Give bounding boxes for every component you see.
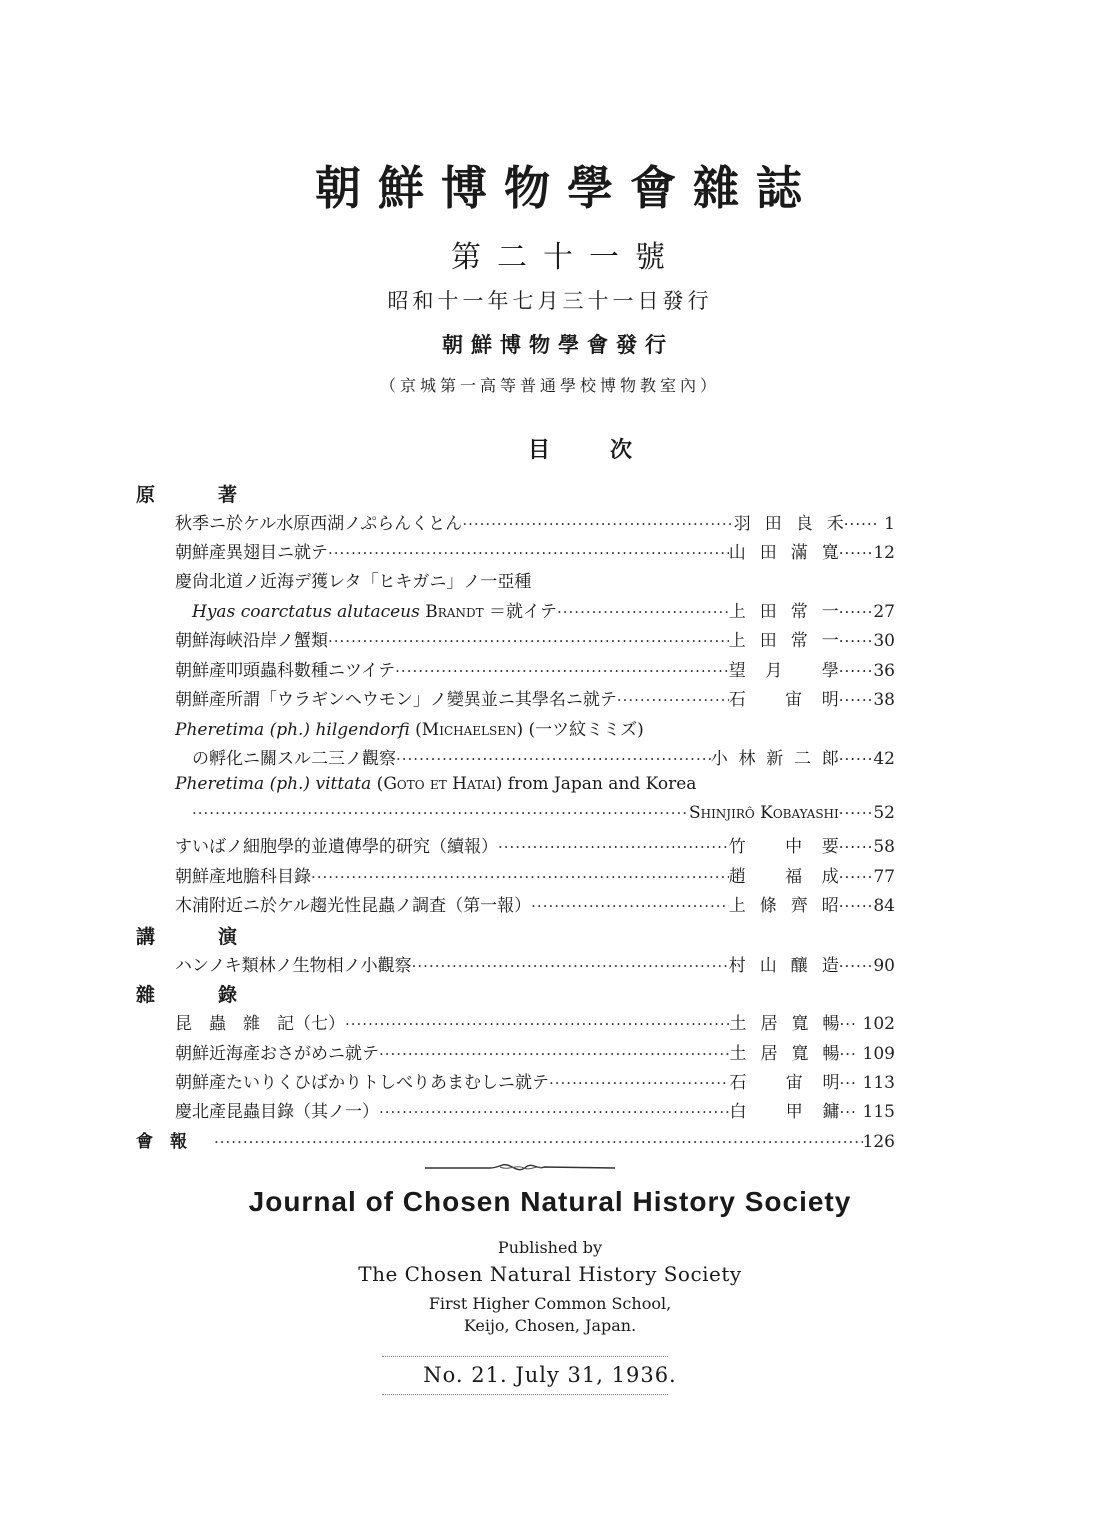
toc-entry[interactable]	[192, 597, 895, 623]
toc-title	[192, 597, 557, 622]
page-number: 58	[873, 837, 895, 857]
toc-title: 木浦附近ニ於ケル趨光性昆蟲ノ調査（第一報）	[175, 896, 532, 916]
toc-entry[interactable]	[192, 744, 895, 770]
toc-entry[interactable]	[175, 891, 895, 917]
toc-entry[interactable]	[175, 1097, 895, 1123]
author-char: 鏞	[822, 1102, 840, 1122]
toc-page	[863, 1132, 895, 1152]
leader-dots	[192, 804, 689, 822]
author-char: 望	[728, 661, 746, 681]
section-char: 原	[136, 484, 156, 506]
page-number: 42	[873, 749, 895, 769]
toc-page: ······58	[838, 837, 895, 857]
author-char: 明	[821, 690, 839, 710]
toc-page: ··· 109	[839, 1044, 895, 1064]
toc-title: 朝鮮產異翅目ニ就テ	[175, 543, 328, 563]
toc-entry[interactable]	[175, 832, 895, 858]
page-number: 52	[873, 803, 895, 823]
toc-entry-report[interactable]	[136, 1127, 895, 1153]
toc-author	[729, 832, 839, 857]
leader-dots	[498, 838, 729, 856]
toc-title: 慶尙北道ノ近海デ獲レタ「ヒキガニ」ノ一亞種	[175, 572, 532, 592]
page-number: 109	[862, 1044, 895, 1064]
author-char: 滿	[790, 543, 808, 563]
author-char: 昭	[821, 896, 839, 916]
title-rest: from Japan and Korea	[502, 774, 697, 794]
toc-title	[175, 774, 696, 794]
toc-title: ハンノキ類林ノ生物相ノ小觀察	[175, 956, 412, 976]
dotted-rule	[382, 1356, 668, 1357]
toc-page: ······12	[838, 543, 895, 563]
section-char: 演	[218, 926, 238, 948]
author-char: 上	[728, 602, 746, 622]
author-char: 上	[728, 896, 746, 916]
page-number: 126	[862, 1132, 895, 1152]
authority-name: (Michaelsen)	[409, 720, 524, 740]
author-char: 寬	[821, 543, 839, 563]
leader-dots	[328, 544, 729, 562]
leader-dots	[395, 662, 729, 680]
toc-author	[729, 1068, 839, 1093]
ornament-divider	[420, 1158, 620, 1178]
author-char: 宙	[785, 1073, 803, 1093]
toc-page: ······ 1	[843, 514, 895, 534]
page-number: 102	[862, 1014, 895, 1034]
authority-name: (Goto et Hatai)	[371, 774, 503, 794]
author-char: 明	[822, 1073, 840, 1093]
city-name: Keijo, Chosen, Japan.	[463, 1316, 637, 1335]
dotted-rule	[382, 1394, 668, 1395]
toc-title: 朝鮮產地膽科目錄	[175, 867, 311, 887]
author-char: 暢	[822, 1014, 840, 1034]
toc-author	[711, 744, 839, 769]
publisher: 朝鮮博物學會發行	[442, 332, 674, 357]
author-char: 趙	[728, 867, 746, 887]
toc-entry[interactable]	[175, 1068, 895, 1094]
section-original	[136, 480, 237, 507]
author-char: 田	[759, 543, 777, 563]
published-by: Published by	[497, 1238, 603, 1257]
leader-dots	[462, 515, 733, 533]
author-char: 田	[759, 631, 777, 651]
report-label: 會 報	[136, 1132, 187, 1152]
toc-page: ······52	[838, 803, 895, 823]
author-char: 村	[728, 956, 746, 976]
author-char: 郞	[821, 749, 839, 769]
author-char: 白	[729, 1102, 747, 1122]
title-rest: (一ツ紋ミミズ)	[523, 720, 644, 740]
author-char: 石	[728, 690, 746, 710]
author-char: 常	[790, 631, 808, 651]
toc-entry[interactable]	[192, 803, 895, 829]
toc-author	[729, 1039, 839, 1064]
author-char: 福	[785, 867, 803, 887]
author-char: 居	[760, 1044, 778, 1064]
author-char: 條	[759, 896, 777, 916]
toc-page: ······77	[838, 867, 895, 887]
toc-entry[interactable]	[175, 509, 895, 535]
author-char: 齊	[790, 896, 808, 916]
journal-title: 朝鮮博物學會雜誌	[315, 161, 819, 215]
toc-title: 朝鮮產所謂「ウラギンヘウモン」ノ變異並ニ其學名ニ就テ	[175, 690, 617, 710]
toc-title: 慶北產昆蟲目錄（其ノ一）	[175, 1102, 379, 1122]
toc-entry[interactable]	[175, 862, 895, 888]
page-number: 90	[873, 956, 895, 976]
author-char: 上	[728, 631, 746, 651]
toc-author	[729, 656, 839, 681]
leader-dots	[379, 1103, 729, 1121]
section-misc	[136, 980, 237, 1007]
page-number: 36	[873, 661, 895, 681]
page-number: 12	[873, 543, 895, 563]
author-char: 山	[728, 543, 746, 563]
toc-entry[interactable]	[175, 1039, 895, 1065]
author-char: 土	[729, 1014, 747, 1034]
author-latin: Shinjirô Kobayashi	[688, 803, 839, 823]
page-number: 115	[862, 1102, 895, 1122]
toc-page: ··· 113	[839, 1073, 895, 1093]
page-number: 1	[884, 514, 895, 534]
leader-dots	[328, 632, 729, 650]
author-char: 寬	[791, 1014, 809, 1034]
page-number: 84	[873, 896, 895, 916]
english-title: Journal of Chosen Natural History Society	[248, 1186, 852, 1217]
toc-author	[729, 626, 839, 651]
toc-title: 昆 蟲 雜 記（七）	[175, 1014, 345, 1034]
section-char: 雜	[136, 984, 156, 1006]
publication-date: 昭和十一年七月三十一日發行	[387, 289, 713, 313]
author-char: 小	[710, 749, 728, 769]
section-char: 錄	[218, 984, 238, 1006]
leader-dots	[214, 1133, 863, 1151]
page-number: 77	[873, 867, 895, 887]
toc-author	[689, 803, 839, 823]
author-char: 良	[795, 514, 813, 534]
leader-dots	[617, 691, 729, 709]
toc-author	[729, 1009, 839, 1034]
page-number: 27	[873, 602, 895, 622]
issue-number: 第二十一號	[451, 240, 681, 275]
author-char: 一	[821, 602, 839, 622]
section-char: 著	[218, 484, 238, 506]
author-char: 寬	[791, 1044, 809, 1064]
authority-name: Brandt	[425, 602, 484, 622]
leader-dots	[311, 868, 729, 886]
toc-entry[interactable]	[175, 685, 895, 711]
toc-page: ······90	[838, 956, 895, 976]
toc-author	[729, 685, 839, 710]
toc-title: 朝鮮產たいりくひばかりトしべりあまむしニ就テ	[175, 1073, 549, 1093]
toc-title: 朝鮮近海產おさがめニ就テ	[175, 1044, 379, 1064]
species-name: Pheretima (ph.) vittata	[175, 774, 372, 794]
toc-page: ······84	[838, 896, 895, 916]
author-char: 二	[794, 749, 811, 769]
author-char: 月	[765, 661, 783, 681]
school-name: First Higher Common School,	[428, 1294, 672, 1313]
author-char: 居	[760, 1014, 778, 1034]
leader-dots	[396, 750, 711, 768]
contents-heading: 目次	[527, 437, 692, 463]
toc-author	[729, 1097, 839, 1122]
toc-entry[interactable]	[175, 774, 895, 800]
toc-entry[interactable]	[175, 656, 895, 682]
toc-author	[729, 862, 839, 887]
author-char: 石	[729, 1073, 747, 1093]
toc-entry[interactable]	[175, 1009, 895, 1035]
author-char: 成	[821, 867, 839, 887]
section-lecture	[136, 922, 237, 949]
author-char: 宙	[785, 690, 803, 710]
species-name: Hyas coarctatus alutaceus	[192, 602, 420, 622]
toc-page: ······36	[838, 661, 895, 681]
author-char: 竹	[728, 837, 746, 857]
author-char: 一	[821, 631, 839, 651]
author-char: 造	[821, 956, 839, 976]
leader-dots	[379, 1045, 729, 1063]
toc-page: ······30	[838, 631, 895, 651]
toc-page: ······42	[838, 749, 895, 769]
toc-author	[729, 891, 839, 916]
toc-title: 朝鮮產叩頭蟲科數種ニツイテ	[175, 661, 396, 681]
toc-title: 秋季ニ於ケル水原西湖ノぷらんくとん	[175, 514, 463, 534]
society-name: The Chosen Natural History Society	[358, 1262, 742, 1286]
leader-dots	[345, 1015, 729, 1033]
publisher-address: （京城第一高等普通學校博物教室內）	[379, 376, 720, 395]
author-char: 釀	[790, 956, 808, 976]
toc-page: ······27	[838, 602, 895, 622]
issue-english: No. 21. July 31, 1936.	[423, 1363, 677, 1387]
author-char: 羽	[733, 514, 751, 534]
toc-entry[interactable]	[175, 567, 895, 593]
toc-title: 朝鮮海峽沿岸ノ蟹類	[175, 631, 328, 651]
author-char: 山	[759, 956, 777, 976]
page-number: 30	[873, 631, 895, 651]
toc-title: の孵化ニ關スル二三ノ觀察	[192, 749, 396, 769]
toc-title	[175, 715, 644, 740]
toc-entry[interactable]	[175, 626, 895, 652]
author-char: 暢	[822, 1044, 840, 1064]
toc-page: ··· 102	[839, 1014, 895, 1034]
species-name: Pheretima (ph.) hilgendorfi	[175, 720, 410, 740]
author-char: 土	[729, 1044, 747, 1064]
author-char: 林	[738, 749, 756, 769]
toc-entry[interactable]	[175, 538, 895, 564]
leader-dots	[531, 897, 729, 915]
leader-dots	[549, 1074, 729, 1092]
author-char: 要	[821, 837, 839, 857]
toc-author	[729, 951, 839, 976]
toc-author	[729, 538, 839, 563]
toc-page: ······38	[838, 690, 895, 710]
page-number: 113	[862, 1073, 895, 1093]
toc-author	[734, 509, 844, 534]
author-char: 甲	[785, 1102, 803, 1122]
author-char: 中	[785, 837, 803, 857]
author-char: 新	[766, 749, 784, 769]
toc-entry[interactable]	[175, 715, 895, 741]
page-number: 38	[873, 690, 895, 710]
author-char: 常	[790, 602, 808, 622]
toc-author	[729, 597, 839, 622]
toc-page: ··· 115	[839, 1102, 895, 1122]
toc-title: すいばノ細胞學的並遺傳學的研究（續報）	[175, 837, 498, 857]
title-rest: ＝就イテ	[483, 602, 557, 622]
author-char: 禾	[826, 514, 844, 534]
leader-dots	[412, 957, 729, 975]
author-char: 田	[764, 514, 782, 534]
author-char: 學	[821, 661, 839, 681]
leader-dots	[557, 603, 729, 621]
section-char: 講	[136, 926, 156, 948]
author-char: 田	[759, 602, 777, 622]
toc-entry[interactable]	[175, 951, 895, 977]
